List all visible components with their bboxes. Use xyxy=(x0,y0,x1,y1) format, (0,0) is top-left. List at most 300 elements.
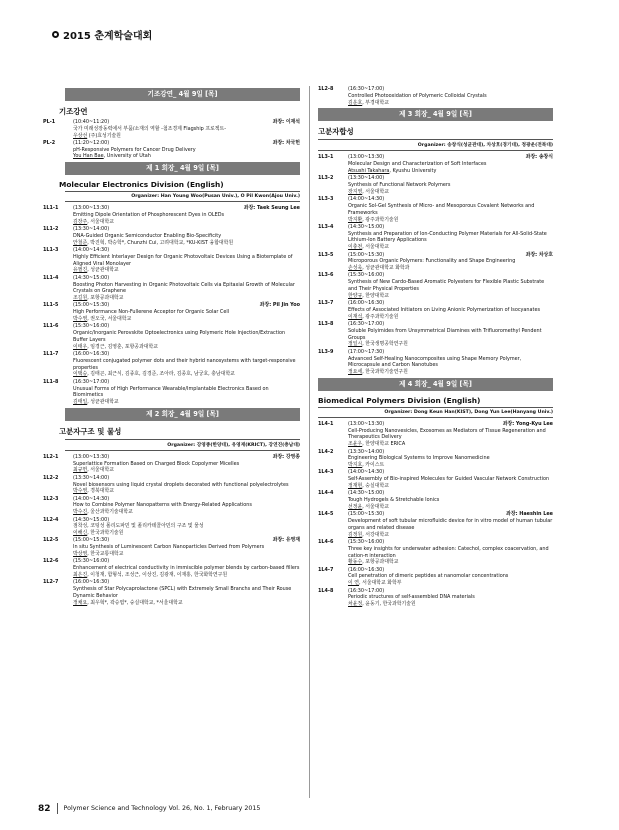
talk-authors xyxy=(73,133,300,140)
program-entry xyxy=(43,579,300,606)
program-entry xyxy=(43,379,300,406)
presenting-author: 김정원 xyxy=(348,531,363,538)
talk-title: 국가 미래성장동력에서 부품/소재의 역할 -첨조경제 Flagship 프로젝트- xyxy=(73,125,226,132)
author-affiliation: , 울산과학기술대학교 xyxy=(87,509,133,516)
talk-authors xyxy=(73,295,300,302)
talk-title: Periodic structures of self-assembled DNA materials xyxy=(348,594,475,601)
presenting-author: 장지영 xyxy=(348,188,363,195)
talk-time: (14:30~15:00) xyxy=(73,516,110,523)
program-entry xyxy=(43,226,300,246)
conference-title: 2015 춘계학술대회 xyxy=(63,31,153,42)
talk-time-row xyxy=(73,302,300,309)
presenting-author: 이태우 xyxy=(73,343,88,350)
chair-label: 좌장: Taek Seung Lee xyxy=(243,205,300,212)
talk-code: 1L2-3 xyxy=(43,495,59,502)
author-affiliation: , 성균관대학교 xyxy=(87,399,119,406)
talk-authors xyxy=(348,293,553,300)
talk-title: High Performance Non-Fullerene Acceptor for Organic Solar Cell xyxy=(73,309,230,316)
organizer-line: Organizer: Han Young Woo(Pusan Univ.), O Pil Kwon(Ajou Univ.) xyxy=(65,191,300,202)
talk-title: Development of soft tubular microfluidic device for in vitro model of human tubular organs and related disease xyxy=(348,518,553,531)
program-entry xyxy=(318,86,553,106)
presenting-author: 이재석 xyxy=(348,313,363,320)
talk-title: Synthesis and Preparation of Ion-Conducting Polymer Materials for All-Solid-State Lithium-Ion Battery Applications xyxy=(348,230,547,244)
presenting-author: 조길원 xyxy=(73,295,88,302)
page-header xyxy=(52,27,152,42)
talk-time: (17:00~17:30) xyxy=(348,348,385,355)
talk-time-row xyxy=(73,323,300,330)
talk-time: (14:00~14:30) xyxy=(73,495,110,502)
session-banner: 제 1 회장_ 4월 9일 [목] xyxy=(65,162,300,175)
talk-title: DNA-Guided Organic Semiconductor Enabling Bio-Specificity xyxy=(73,232,222,239)
talk-authors xyxy=(348,217,553,224)
talk-time-row xyxy=(73,275,300,282)
talk-time-row xyxy=(348,539,553,546)
right-column xyxy=(318,86,553,608)
talk-authors xyxy=(348,580,553,587)
presenting-author: 박상영 xyxy=(73,551,88,558)
talk-time: (11:20~12:00) xyxy=(73,139,110,146)
circle-bullet-icon xyxy=(52,31,59,38)
presenting-author: 이택승 xyxy=(73,371,88,378)
program-entry xyxy=(318,154,553,174)
talk-code: 1L4-7 xyxy=(318,566,334,573)
talk-title: Organic Sol-Gel Synthesis of Micro- and Mesoporous Covalent Networks and Frameworks xyxy=(348,202,535,216)
talk-time: (15:00~15:30) xyxy=(73,537,110,544)
presenting-author: 정요세 xyxy=(348,369,363,376)
talk-code: 1L3-2 xyxy=(318,175,334,182)
talk-code: 1L3-3 xyxy=(318,196,334,203)
talk-title: Organic/Inorganic Perovskite Optoelectronics using Polymeric Hole Injection/Extraction Buffer Layers xyxy=(73,330,286,343)
talk-code: 1L4-4 xyxy=(318,490,334,497)
talk-time: (15:30~16:00) xyxy=(348,272,385,279)
author-affiliation: , 경북대학교 xyxy=(87,488,114,495)
talk-code: 1L1-8 xyxy=(43,378,59,385)
program-entry xyxy=(318,349,553,376)
talk-time-row xyxy=(73,496,300,503)
talk-time: (13:00~13:30) xyxy=(73,205,110,212)
talk-authors xyxy=(73,240,300,247)
talk-time-row xyxy=(348,196,553,203)
page-number: 82 xyxy=(38,803,51,814)
author-affiliation: , 한양대학교 ERICA xyxy=(362,441,406,448)
program-entry xyxy=(318,469,553,489)
presenting-author: 이해신 xyxy=(73,530,88,537)
talk-authors xyxy=(73,551,300,558)
talk-time-row xyxy=(73,226,300,233)
talk-authors xyxy=(73,399,300,406)
program-entry xyxy=(43,205,300,225)
talk-time: (16:00~16:30) xyxy=(73,579,110,586)
talk-time: (15:00~15:30) xyxy=(73,302,110,309)
talk-time-row xyxy=(348,272,553,279)
talk-code: 1L2-4 xyxy=(43,516,59,523)
talk-time-row xyxy=(348,469,553,476)
chair-label: 좌장: 차상호 xyxy=(525,251,553,258)
author-affiliation: , 윤동기, 한국과학기술원 xyxy=(362,601,416,608)
author-affiliation: , 최우혁*, 곽승엽*, 숭실대학교, *서울대학교 xyxy=(87,599,183,606)
talk-authors xyxy=(348,441,553,448)
program-entry xyxy=(43,496,300,516)
talk-code: 1L4-8 xyxy=(318,587,334,594)
footer-divider xyxy=(57,803,58,814)
talk-title: Controlled Photooxidation of Polymeric Colloidal Crystals xyxy=(348,92,487,99)
talk-authors xyxy=(348,601,553,608)
column-divider xyxy=(309,86,310,798)
talk-title: Synthesis of Functional Network Polymers xyxy=(348,182,451,189)
talk-title: Engineering Biological Systems to Improve Nanomedicine xyxy=(348,455,490,462)
program-entry xyxy=(43,275,300,302)
talk-authors xyxy=(73,316,300,323)
talk-time-row xyxy=(348,252,553,259)
talk-time: (16:00~16:30) xyxy=(348,566,385,573)
presenting-author: 박지호 xyxy=(348,462,363,469)
author-affiliation: , 한국과학기술연구원 xyxy=(362,369,408,376)
talk-title: Enhancement of electrical conductivity in immiscible polymer blends by carbon-based fillers xyxy=(73,565,300,572)
presenting-author: 우상선 xyxy=(73,132,88,139)
talk-title: 점착성, 코팅성 폴리도파민 및 폴리카테콜아민의 구조 및 물성 xyxy=(73,523,204,530)
talk-title: Cell-Producing Nanovesicles, Exosomes as Mediators of Tissue Regeneration and Therapeutics Delivery xyxy=(348,427,546,441)
author-affiliation: , 성균관대학교 xyxy=(87,267,119,274)
presenting-author: 정일시 xyxy=(348,341,363,348)
talk-time-row xyxy=(348,490,553,497)
session-banner: 기조강연_ 4월 9일 [목] xyxy=(65,88,300,101)
talk-title: How to Combine Polymer Nanopatterns with Energy-Related Applications xyxy=(73,502,252,509)
talk-time: (13:30~14:00) xyxy=(348,448,385,455)
talk-time: (13:00~13:30) xyxy=(348,154,385,161)
talk-title: Novel biosensors using liquid crystal droplets decorated with functional polyelectrolytes xyxy=(73,481,289,488)
talk-time: (16:30~17:00) xyxy=(348,587,385,594)
program-entry xyxy=(318,224,553,251)
talk-time: (13:30~14:00) xyxy=(73,226,110,233)
talk-time-row xyxy=(348,588,553,595)
talk-time-row xyxy=(73,119,300,126)
author-affiliation: , Kyushu University xyxy=(389,167,437,174)
talk-time: (16:30~17:00) xyxy=(348,86,385,92)
talk-authors xyxy=(348,168,553,175)
presenting-author: 김태일 xyxy=(73,399,88,406)
talk-title: Tough Hydrogels & Stretchable Ionics xyxy=(348,497,440,504)
author-affiliation: , 포항공과대학교 xyxy=(362,559,399,566)
presenting-author: 안철준 xyxy=(73,239,88,246)
talk-title: pH-Responsive Polymers for Cancer Drug Delivery xyxy=(73,146,196,153)
author-affiliation: , 광주과학기술원 xyxy=(362,216,399,223)
talk-code: 1L1-7 xyxy=(43,351,59,358)
program-entry xyxy=(43,558,300,578)
talk-time: (14:00~14:30) xyxy=(73,247,110,254)
talk-code: PL-1 xyxy=(43,119,56,125)
talk-time-row xyxy=(73,537,300,544)
author-affiliation: , 성균관대학교 화학과 xyxy=(362,265,410,272)
talk-time: (15:00~15:30) xyxy=(348,251,385,258)
author-affiliation: , 서울대학교 xyxy=(362,188,389,195)
section-title: 고분자구조 및 물성 xyxy=(59,426,122,436)
talk-title: Molecular Design and Characterization of Soft Interfaces xyxy=(348,161,487,168)
talk-time: (14:30~15:00) xyxy=(73,274,110,281)
author-affiliation: , 광주과학기술원 xyxy=(362,313,399,320)
talk-time-row xyxy=(73,140,300,147)
talk-time: (16:30~17:00) xyxy=(348,321,385,328)
presenting-author: 차윤정 xyxy=(348,601,363,608)
talk-title: Emitting Dipole Orientation of Phosphorescent Dyes in OLEDs xyxy=(73,212,225,219)
organizer-line: Organizer: 강영종(한양대), 유영재(KRICT), 강연진(충남대) xyxy=(65,439,300,451)
author-affiliation: , 한국과학기술원 xyxy=(87,530,124,537)
talk-time-row xyxy=(73,351,300,358)
author-affiliation: , 서울대학교 xyxy=(362,503,389,510)
talk-title: Unusual Forms of High Performance Wearable/Implantable Electronics Based on Biomimetics xyxy=(73,385,269,399)
author-affiliation: , 서울대학교 xyxy=(362,244,389,251)
talk-time-row xyxy=(348,449,553,456)
talk-time: (14:30~15:00) xyxy=(348,490,385,497)
talk-code: 1L2-1 xyxy=(43,453,59,460)
author-affiliation: , 숭실대학교 xyxy=(362,483,389,490)
presenting-author: 유필진 xyxy=(73,267,88,274)
talk-time-row xyxy=(348,86,553,93)
chair-label: 좌장: Haeshin Lee xyxy=(506,511,553,518)
author-affiliation: , University of Utah xyxy=(103,153,151,160)
talk-title: In situ Synthesis of Luminescent Carbon Nanoparticles Derived from Polymers xyxy=(73,544,265,551)
section-title: Molecular Electronics Division (English) xyxy=(59,180,224,190)
talk-code: 1L2-2 xyxy=(43,474,59,481)
talk-title: Effects of Associated Initiators on Living Anionic Polymerization of Isocyanates xyxy=(348,306,540,313)
author-affiliation: , 한국생명공학연구원 xyxy=(362,341,408,348)
talk-time-row xyxy=(348,224,553,231)
talk-time: (14:00~14:30) xyxy=(348,469,385,476)
talk-authors xyxy=(73,509,300,516)
author-affiliation: , 서울대학교 xyxy=(87,218,114,225)
talk-authors xyxy=(348,483,553,490)
program-entry xyxy=(318,490,553,510)
author-affiliation: , 박진혁, 박승학*, Chunzhi Cui, 고려대학교, *KU-KIST 융합대학원 xyxy=(87,239,234,246)
presenting-author: Atsushi Takahara xyxy=(348,167,390,174)
talk-time: (13:30~14:00) xyxy=(348,175,385,182)
talk-time: (14:30~15:00) xyxy=(348,223,385,230)
talk-time-row xyxy=(348,421,553,428)
talk-authors xyxy=(348,265,553,272)
talk-time-row xyxy=(348,567,553,574)
presenting-author: 이 연 xyxy=(348,580,360,587)
author-affiliation: , 서울대학교 화학부 xyxy=(359,580,402,587)
talk-code: 1L2-6 xyxy=(43,558,59,565)
author-affiliation: , 권오국, 서울대학교 xyxy=(87,316,132,323)
program-entry xyxy=(43,537,300,557)
chair-label: 좌장: Yong-Kyu Lee xyxy=(502,420,553,427)
talk-authors xyxy=(73,344,300,351)
talk-time-row xyxy=(73,579,300,586)
program-entry xyxy=(318,196,553,223)
talk-code: PL-2 xyxy=(43,139,56,146)
left-column xyxy=(43,86,300,607)
talk-code: 1L3-4 xyxy=(318,223,334,230)
author-affiliation: , 부경대학교 xyxy=(362,99,389,106)
author-affiliation: , 서강대학교 xyxy=(362,531,389,538)
talk-time: (15:30~16:00) xyxy=(73,558,110,565)
presenting-author: 김장주 xyxy=(73,218,88,225)
program-entry xyxy=(318,272,553,299)
program-entry xyxy=(43,119,300,139)
talk-time-row xyxy=(73,379,300,386)
talk-title: Fluorescent conjugated polymer dots and their hybrid nanosystems with target-responsive properties xyxy=(73,357,296,371)
section-title: 고분자합성 xyxy=(318,127,354,137)
talk-time-row xyxy=(73,454,300,461)
presenting-author: 선정윤 xyxy=(348,503,363,510)
talk-code: 1L3-9 xyxy=(318,348,334,355)
author-affiliation: , 김태곤, 최근식, 김종호, 김경준, 조아라, 김종호, 남궁호, 충남대학교 xyxy=(87,371,235,378)
talk-code: 1L1-5 xyxy=(43,302,59,309)
talk-code: 1L4-3 xyxy=(318,469,334,476)
section-title: Biomedical Polymers Division (English) xyxy=(318,395,481,405)
page-footer xyxy=(38,803,260,814)
talk-title: Microporous Organic Polymers: Functionality and Shape Engineering xyxy=(348,258,516,265)
presenting-author: 최은진 xyxy=(73,571,88,578)
program-entry xyxy=(318,175,553,195)
talk-time-row xyxy=(73,205,300,212)
presenting-author: 황동수 xyxy=(348,559,363,566)
talk-title: Superlattice Formation Based on Charged Block Copolymer Micelles xyxy=(73,460,240,467)
presenting-author: 박지환 xyxy=(348,216,363,223)
talk-authors xyxy=(73,530,300,537)
session-banner: 제 4 회장_ 4월 9일 [목] xyxy=(318,378,553,391)
talk-time: (16:30~17:00) xyxy=(73,378,110,385)
organizer-line: Organizer: Dong Keun Han(KIST), Dong Yun Lee(Hanyang Univ.) xyxy=(318,407,553,418)
program-entry xyxy=(43,454,300,474)
program-entry xyxy=(318,321,553,348)
talk-time: (15:30~16:00) xyxy=(73,323,110,330)
program-entry xyxy=(318,539,553,566)
chair-label: 좌장: 강영종 xyxy=(272,453,300,460)
presenting-author: 한양규 xyxy=(348,292,363,299)
talk-authors xyxy=(348,532,553,539)
talk-code: 1L1-4 xyxy=(43,274,59,281)
talk-time: (15:30~16:00) xyxy=(348,538,385,545)
presenting-author: 김운호 xyxy=(348,99,363,106)
talk-time: (13:00~13:30) xyxy=(348,420,385,427)
author-affiliation: , 한양대학교 xyxy=(362,292,389,299)
presenting-author: 박수진 xyxy=(73,509,88,516)
presenting-author: 손성욱 xyxy=(348,265,363,272)
talk-time-row xyxy=(348,300,553,307)
talk-authors xyxy=(73,219,300,226)
presenting-author: 박수영 xyxy=(73,316,88,323)
talk-code: 1L2-5 xyxy=(43,537,59,544)
program-entry xyxy=(318,421,553,448)
program-entry xyxy=(43,302,300,322)
author-affiliation: (주)효성기술원 xyxy=(87,132,121,139)
talk-authors xyxy=(348,189,553,196)
program-entry xyxy=(318,588,553,608)
talk-time-row xyxy=(348,154,553,161)
talk-code: 1L1-1 xyxy=(43,205,59,212)
talk-authors xyxy=(73,153,300,160)
author-affiliation: , 포항공과대학교 xyxy=(87,295,124,302)
session-banner: 제 2 회장_ 4월 9일 [목] xyxy=(65,408,300,421)
organizer-line: Organizer: 송창식(성균관대), 차상호(경기대), 정광운(전북대) xyxy=(318,139,553,151)
presenting-author: You Han Bae xyxy=(73,153,104,160)
talk-time-row xyxy=(348,321,553,328)
presenting-author: 박수영 xyxy=(73,488,88,495)
talk-authors xyxy=(348,244,553,251)
talk-authors xyxy=(73,371,300,378)
program-entry xyxy=(318,300,553,320)
talk-code: 1L3-7 xyxy=(318,300,334,307)
talk-authors xyxy=(348,369,553,376)
author-affiliation: , 카이스트 xyxy=(362,462,385,469)
talk-time: (13:00~13:30) xyxy=(73,453,110,460)
talk-time: (10:40~11:20) xyxy=(73,119,110,125)
presenting-author: 조윤우 xyxy=(348,441,363,448)
talk-authors xyxy=(73,488,300,495)
talk-code: 1L3-6 xyxy=(318,272,334,279)
program-entry xyxy=(43,517,300,537)
talk-time: (16:00~16:30) xyxy=(348,300,385,307)
program-entry xyxy=(318,449,553,469)
talk-time: (15:00~15:30) xyxy=(348,511,385,518)
program-entry xyxy=(43,323,300,350)
talk-time: (14:00~14:30) xyxy=(348,196,385,203)
talk-time: (16:00~16:30) xyxy=(73,351,110,358)
session-banner: 제 3 회장_ 4월 9일 [목] xyxy=(318,108,553,121)
talk-authors xyxy=(348,341,553,348)
section-title: 기조강연 xyxy=(59,107,88,116)
author-affiliation: , 임경근, 김영훈, 포항공과대학교 xyxy=(87,343,158,350)
talk-code: 1L1-3 xyxy=(43,247,59,254)
talk-authors xyxy=(348,100,553,107)
chair-label: 좌장: 차국헌 xyxy=(272,139,300,146)
chair-label: 좌장: 유영재 xyxy=(272,537,300,544)
author-affiliation: , 서울대학교 xyxy=(87,467,114,474)
talk-authors xyxy=(348,559,553,566)
program-entry xyxy=(43,351,300,378)
talk-title: Advanced Self-Healing Nanocomposites using Shape Memory Polymer, Microcapsule and Carbon Nanotubes xyxy=(348,355,522,369)
program-entry xyxy=(318,567,553,587)
talk-time-row xyxy=(348,349,553,356)
talk-code: 1L2-7 xyxy=(43,579,59,586)
presenting-author: 정채요 xyxy=(73,599,88,606)
talk-title: Cell penetration of dimeric peptides at nanomolar concentrations xyxy=(348,573,509,580)
program-entry xyxy=(43,140,300,160)
talk-time-row xyxy=(73,247,300,254)
talk-code: 1L3-1 xyxy=(318,154,334,161)
program-entry xyxy=(43,247,300,274)
author-affiliation: , 한국교통대학교 xyxy=(87,551,124,558)
talk-time-row xyxy=(73,558,300,565)
talk-authors xyxy=(73,600,300,607)
program-entry xyxy=(43,475,300,495)
talk-code: 1L4-5 xyxy=(318,511,334,518)
chair-label: 좌장: 송창식 xyxy=(525,154,553,161)
talk-time-row xyxy=(348,175,553,182)
talk-code: 1L1-2 xyxy=(43,226,59,233)
talk-time: (13:30~14:00) xyxy=(73,474,110,481)
talk-code: 1L4-1 xyxy=(318,420,334,427)
talk-code: 1L4-6 xyxy=(318,538,334,545)
talk-title: Soluble Polyimides from Unsymmetrical Diamines with Trifluoromethyl Pendent Groups xyxy=(348,327,542,341)
talk-code: 1L3-5 xyxy=(318,251,334,258)
talk-title: Synthesis of New Cardo-Based Aromatic Polyesters for Flexible Plastic Substrate and Their Physical Properties xyxy=(348,279,545,293)
program-entry xyxy=(318,252,553,272)
presenting-author: 이충천 xyxy=(348,244,363,251)
chair-label: 좌장: Pil Jin Yoo xyxy=(259,302,300,309)
talk-title: Boosting Photon Harvesting in Organic Photovoltaic Cells via Epitaxial Growth of Molecular Crystals on Graphene xyxy=(73,281,295,295)
talk-title: Synthesis of Star Polycaprolactone (SPCL) with Extremely Small Branchs and Their Rouse Dynamic Behavior xyxy=(73,586,292,599)
journal-citation: Polymer Science and Technology Vol. 26, No. 1, February 2015 xyxy=(63,805,261,812)
talk-authors xyxy=(73,572,300,579)
talk-authors xyxy=(73,267,300,274)
author-affiliation: , 이청재, 함형석, 조성근, 이상진, 김광재, 이재홍, 한국화학연구원 xyxy=(87,571,228,578)
talk-time-row xyxy=(73,475,300,482)
program-entry xyxy=(318,511,553,538)
talk-authors xyxy=(73,467,300,474)
talk-title: Three key insights for underwater adhesion: Catechol, complex coacervation, and cation-π interaction xyxy=(348,545,549,559)
